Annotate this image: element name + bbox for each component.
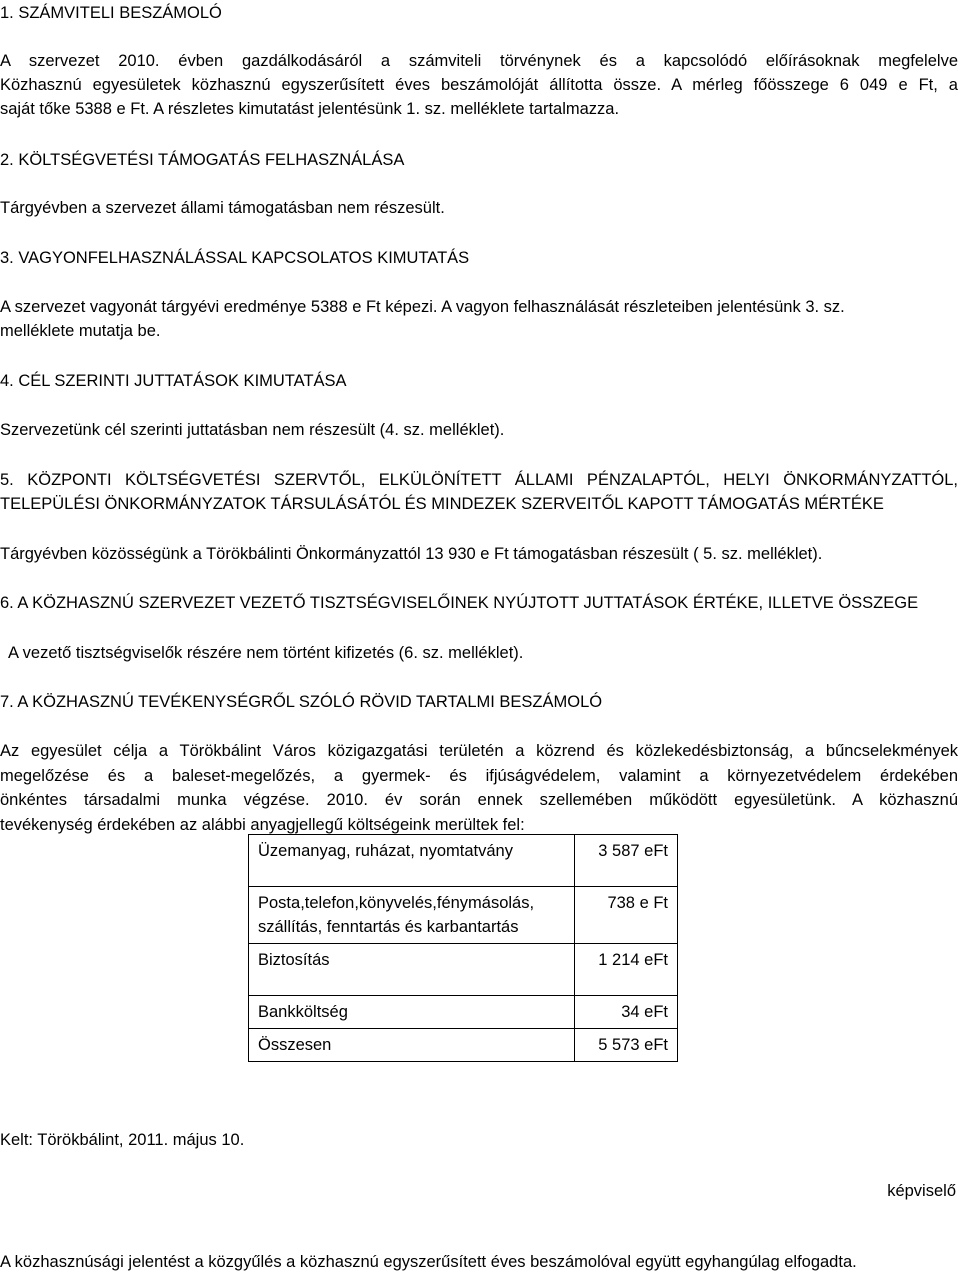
section-1-line-3: saját tőke 5388 e Ft. A részletes kimutatást jelentésünk 1. sz. melléklete tartalmazza. — [0, 100, 620, 118]
cost-item: Biztosítás — [249, 944, 575, 996]
section-3-heading: 3. VAGYONFELHASZNÁLÁSSAL KAPCSOLATOS KIMUTATÁS — [0, 249, 470, 267]
section-2-heading: 2. KÖLTSÉGVETÉSI TÁMOGATÁS FELHASZNÁLÁSA — [0, 151, 405, 169]
section-1-heading: 1. SZÁMVITELI BESZÁMOLÓ — [0, 4, 222, 22]
section-7-line-1: Az egyesület célja a Törökbálint Város közigazgatási területén a közrend és közlekedésbiztonság, a bűncselekmények — [0, 742, 958, 760]
cost-item: Üzemanyag, ruházat, nyomtatvány — [249, 835, 575, 887]
section-7-heading: 7. A KÖZHASZNÚ TEVÉKENYSÉGRŐL SZÓLÓ RÖVID TARTALMI BESZÁMOLÓ — [0, 693, 603, 711]
table-row — [249, 835, 678, 887]
cost-amount: 738 e Ft — [575, 887, 678, 944]
section-3-line-1: A szervezet vagyonát tárgyévi eredménye 5388 e Ft képezi. A vagyon felhasználását részleteiben jelentésünk 3. sz. — [0, 298, 845, 316]
table-row — [249, 887, 678, 944]
section-4-text: Szervezetünk cél szerinti juttatásban nem részesült (4. sz. melléklet). — [0, 421, 505, 439]
section-3-line-2: melléklete mutatja be. — [0, 322, 161, 340]
section-4-heading: 4. CÉL SZERINTI JUTTATÁSOK KIMUTATÁSA — [0, 372, 347, 390]
date-line: Kelt: Törökbálint, 2011. május 10. — [0, 1131, 245, 1149]
cost-item: Bankköltség — [249, 996, 575, 1029]
section-2-text: Tárgyévben a szervezet állami támogatásban nem részesült. — [0, 199, 445, 217]
section-7-line-3: önkéntes társadalmi munka végzése. 2010. év során ennek szellemében működött egyesületünk. A közhasznú — [0, 791, 958, 809]
closing-statement: A közhasznúsági jelentést a közgyűlés a közhasznú egyszerűsített éves beszámolóval együtt egyhangúlag elfogadta. — [0, 1253, 857, 1271]
section-6-text: A vezető tisztségviselők részére nem történt kifizetés (6. sz. melléklet). — [8, 644, 524, 662]
cost-table — [248, 834, 678, 1062]
cost-total-label: Összesen — [249, 1029, 575, 1062]
section-5-text: Tárgyévben közösségünk a Törökbálinti Önkormányzattól 13 930 e Ft támogatásban részesült ( 5. sz. melléklet). — [0, 545, 823, 563]
section-7-line-4: tevékenység érdekében az alábbi anyagjellegű költségeink merültek fel: — [0, 816, 525, 834]
cost-total-amount: 5 573 eFt — [575, 1029, 678, 1062]
cost-amount: 3 587 eFt — [575, 835, 678, 887]
section-7-line-2: megelőzése és a baleset-megelőzés, a gyermek- és ifjúságvédelem, valamint a környezetvédelem érdekében — [0, 767, 958, 785]
section-5-heading-line-2: TELEPÜLÉSI ÖNKORMÁNYZATOK TÁRSULÁSÁTÓL ÉS MINDEZEK SZERVEITŐL KAPOTT TÁMOGATÁS MÉRTÉKE — [0, 495, 884, 513]
section-5-heading-line-1: 5. KÖZPONTI KÖLTSÉGVETÉSI SZERVTŐL, ELKÜLÖNÍTETT ÁLLAMI PÉNZALAPTÓL, HELYI ÖNKORMÁNYZATTÓL, — [0, 471, 958, 489]
cost-item: Posta,telefon,könyvelés,fénymásolás, szállítás, fenntartás és karbantartás — [249, 887, 575, 944]
section-1-line-2: Közhasznú egyesületek közhasznú egyszerűsített éves beszámolóját állította össze. A mérleg főösszege 6 049 e Ft, a — [0, 76, 958, 94]
signature-label: képviselő — [887, 1182, 956, 1200]
table-row — [249, 996, 678, 1029]
table-row — [249, 944, 678, 996]
section-1-line-1: A szervezet 2010. évben gazdálkodásáról a számviteli törvénynek és a kapcsolódó előírásoknak megfelelve — [0, 52, 958, 70]
table-row — [249, 1029, 678, 1062]
cost-amount: 34 eFt — [575, 996, 678, 1029]
section-6-heading: 6. A KÖZHASZNÚ SZERVEZET VEZETŐ TISZTSÉGVISELŐINEK NYÚJTOTT JUTTATÁSOK ÉRTÉKE, ILLETVE ÖSSZEGE — [0, 594, 919, 612]
cost-amount: 1 214 eFt — [575, 944, 678, 996]
